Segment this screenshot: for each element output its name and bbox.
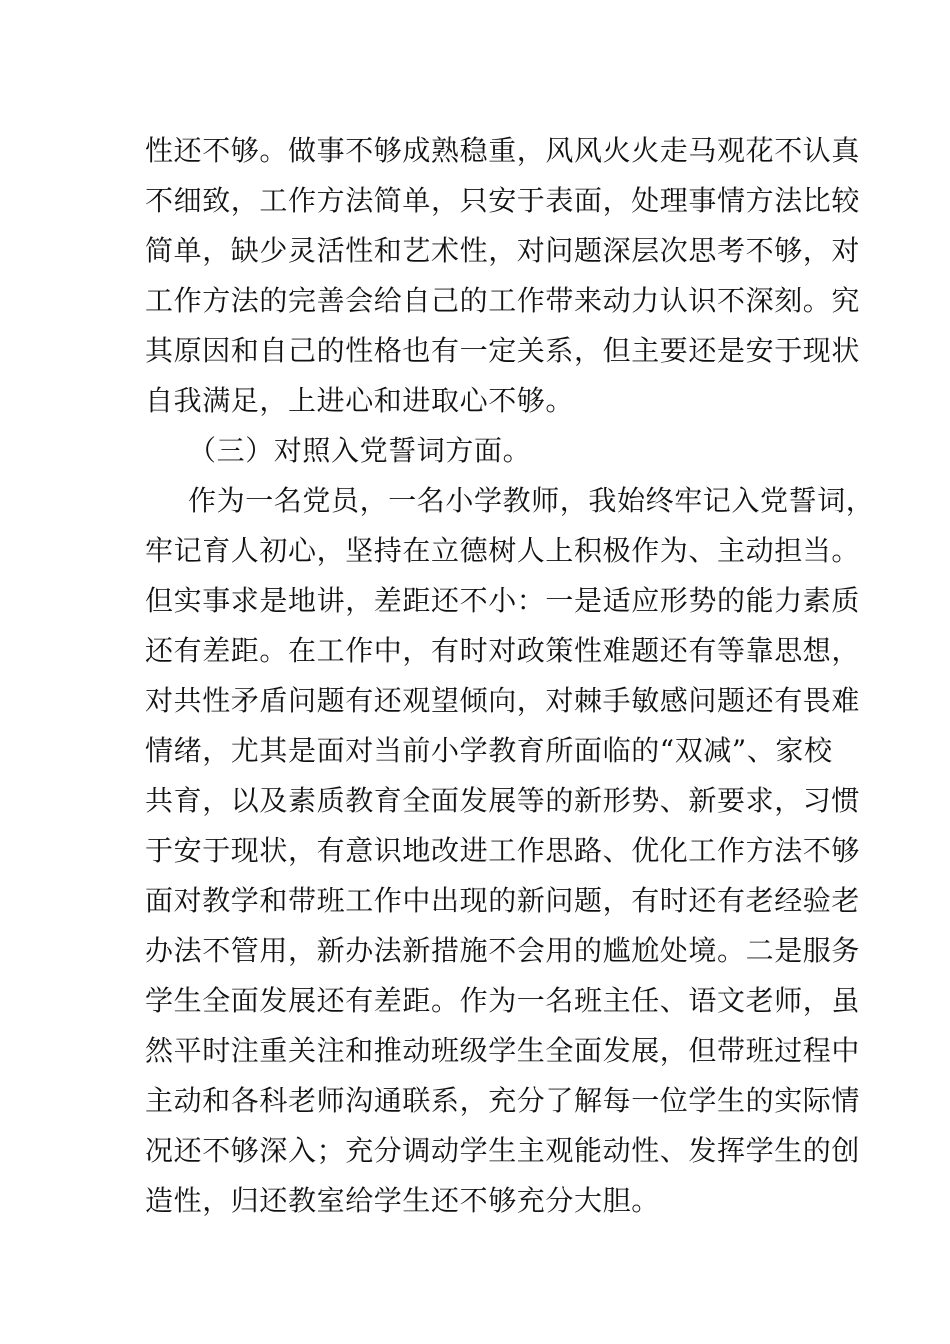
text-line: 办法不管用，新办法新措施不会用的尴尬处境。二是服务 xyxy=(145,934,861,967)
text-line: 自我满足，上进心和进取心不够。 xyxy=(145,384,575,417)
text-line: 简单，缺少灵活性和艺术性，对问题深层次思考不够，对 xyxy=(145,234,861,267)
text-line: 其原因和自己的性格也有一定关系，但主要还是安于现状 xyxy=(145,334,861,367)
text-line: 情绪，尤其是面对当前小学教育所面临的“双减”、家校 xyxy=(145,734,833,767)
text-line: 对共性矛盾问题有还观望倾向，对棘手敏感问题还有畏难 xyxy=(145,684,861,717)
text-line: 工作方法的完善会给自己的工作带来动力认识不深刻。究 xyxy=(145,284,861,317)
text-line: 但实事求是地讲，差距还不小：一是适应形势的能力素质 xyxy=(145,584,861,617)
text-line: 牢记育人初心，坚持在立德树人上积极作为、主动担当。 xyxy=(145,534,861,567)
section-heading: （三）对照入党誓词方面。 xyxy=(188,434,532,467)
text-line: 造性，归还教室给学生还不够充分大胆。 xyxy=(145,1184,660,1217)
text-line: 于安于现状，有意识地改进工作思路、优化工作方法不够 xyxy=(145,834,861,867)
text-line: 学生全面发展还有差距。作为一名班主任、语文老师，虽 xyxy=(145,984,861,1017)
text-line: 主动和各科老师沟通联系，充分了解每一位学生的实际情 xyxy=(145,1084,861,1117)
text-line: 共育，以及素质教育全面发展等的新形势、新要求，习惯 xyxy=(145,784,861,817)
text-line: 不细致，工作方法简单，只安于表面，处理事情方法比较 xyxy=(145,184,861,217)
text-line: 面对教学和带班工作中出现的新问题，有时还有老经验老 xyxy=(145,884,861,917)
text-line: 还有差距。在工作中，有时对政策性难题还有等靠思想， xyxy=(145,634,861,667)
text-line: 然平时注重关注和推动班级学生全面发展，但带班过程中 xyxy=(145,1034,861,1067)
text-line: 况还不够深入；充分调动学生主观能动性、发挥学生的创 xyxy=(145,1134,861,1167)
text-line: 性还不够。做事不够成熟稳重，风风火火走马观花不认真 xyxy=(145,134,861,167)
text-line: 作为一名党员，一名小学教师，我始终牢记入党誓词， xyxy=(188,484,875,517)
